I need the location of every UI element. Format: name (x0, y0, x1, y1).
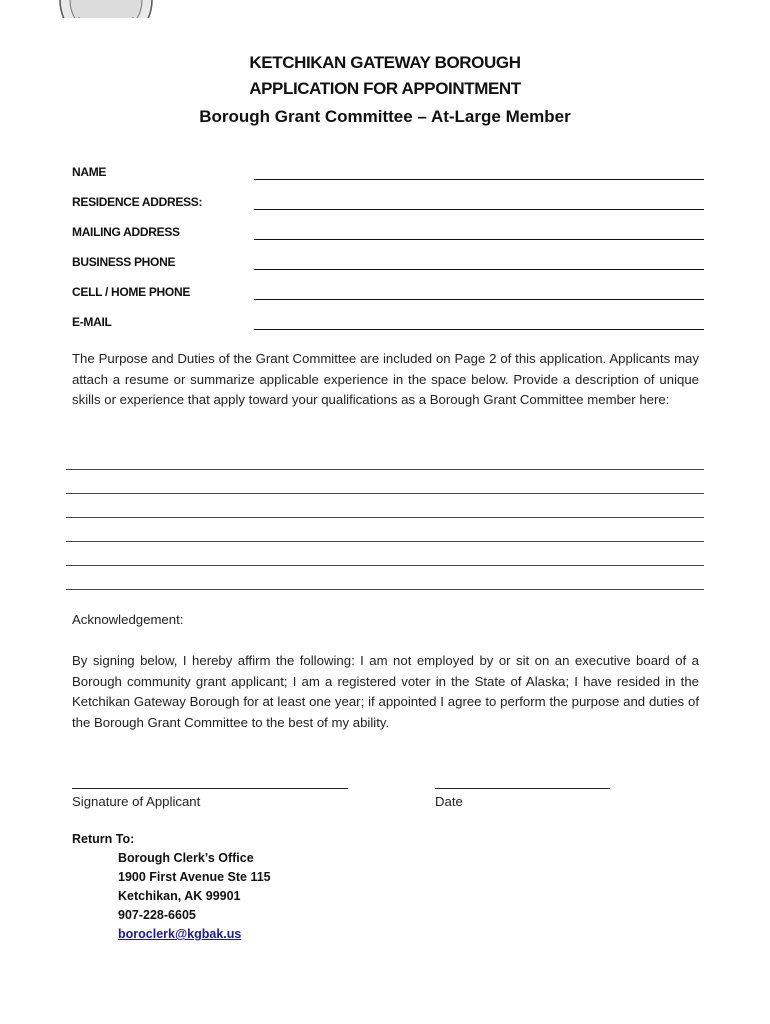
borough-seal-logo (58, 0, 154, 18)
business-phone-label: BUSINESS PHONE (72, 255, 176, 269)
applicant-signature-field[interactable] (72, 788, 348, 789)
mailing-address-label: MAILING ADDRESS (72, 225, 180, 239)
field-row-residence (72, 193, 704, 223)
field-row-mailing (72, 223, 704, 253)
field-row-email (72, 313, 704, 343)
business-phone-field[interactable] (254, 269, 704, 270)
name-field[interactable] (254, 179, 704, 180)
acknowledgement-paragraph: By signing below, I hereby affirm the following: I am not employed by or sit on an executive board of a Borough community grant applicant; I am a registered voter in the State of Alaska; I have resided in the Ketchikan Gateway Borough for at least one year; if appointed I agree to perform the purpose and duties of the Borough Grant Committee to the best of my ability. (72, 653, 699, 730)
applicant-info-fields (72, 163, 704, 343)
field-row-business-phone (72, 253, 704, 283)
experience-line[interactable] (66, 517, 704, 541)
cell-home-phone-label: CELL / HOME PHONE (72, 285, 191, 299)
title-committee: Borough Grant Committee – At-Large Member (199, 107, 571, 126)
residence-address-label: RESIDENCE ADDRESS: (72, 195, 203, 209)
residence-address-field[interactable] (254, 209, 704, 210)
title-borough: KETCHIKAN GATEWAY BOROUGH (249, 53, 521, 72)
experience-line[interactable] (66, 493, 704, 517)
experience-line[interactable] (66, 469, 704, 493)
acknowledgement-heading: Acknowledgement: (72, 612, 184, 627)
return-city: Ketchikan, AK 99901 (118, 889, 241, 903)
name-label: NAME (72, 165, 107, 179)
mailing-address-field[interactable] (254, 239, 704, 240)
email-field[interactable] (254, 329, 704, 330)
return-to-heading: Return To: (72, 832, 135, 846)
return-street: 1900 First Avenue Ste 115 (118, 870, 271, 884)
purpose-paragraph: The Purpose and Duties of the Grant Committee are included on Page 2 of this application. Applicants may attach a resume or summarize applicable experience in the space below. Provide a description of unique skills or experience that apply toward your qualifications as a Borough Grant Committee member here: (72, 351, 699, 407)
experience-line[interactable] (66, 541, 704, 565)
field-row-name (72, 163, 704, 193)
experience-line[interactable] (66, 565, 704, 589)
applicant-signature-label: Signature of Applicant (72, 794, 201, 809)
cell-home-phone-field[interactable] (254, 299, 704, 300)
return-phone: 907-228-6605 (118, 908, 196, 922)
experience-write-area[interactable] (66, 469, 704, 613)
title-application: APPLICATION FOR APPOINTMENT (249, 79, 521, 98)
date-field[interactable] (435, 788, 610, 789)
email-label: E-MAIL (72, 315, 112, 329)
return-office: Borough Clerk’s Office (118, 851, 254, 865)
document-title (0, 50, 770, 130)
return-address (118, 849, 271, 944)
field-row-cell-phone (72, 283, 704, 313)
return-email-link[interactable]: boroclerk@kgbak.us (118, 927, 242, 941)
date-label: Date (435, 794, 463, 809)
